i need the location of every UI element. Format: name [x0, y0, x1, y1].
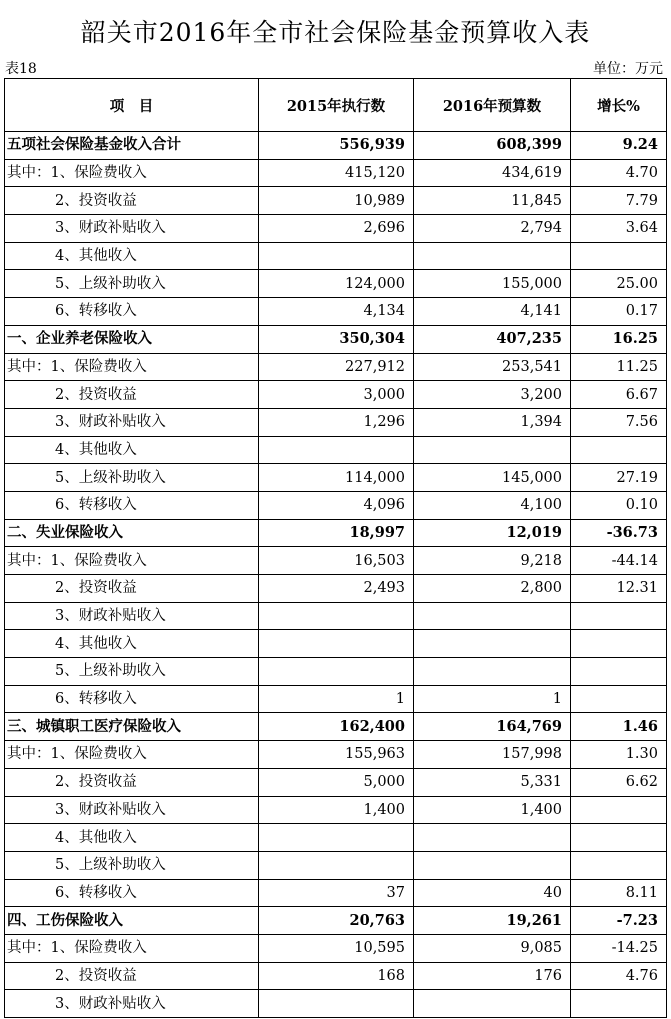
cell-2016-budget: 40 [414, 879, 571, 907]
cell-2015-actual: 114,000 [259, 464, 414, 492]
row-label: 其中：1、保险费收入 [5, 353, 259, 381]
cell-2015-actual: 18,997 [259, 519, 414, 547]
cell-2015-actual: 16,503 [259, 547, 414, 575]
budget-revenue-table [4, 78, 667, 1018]
cell-2016-budget: 1,400 [414, 796, 571, 824]
cell-growth: 4.70 [571, 159, 667, 187]
table-row [5, 215, 667, 243]
cell-2015-actual: 37 [259, 879, 414, 907]
table-row [5, 962, 667, 990]
table-row [5, 325, 667, 353]
table-row [5, 934, 667, 962]
cell-growth: 9.24 [571, 132, 667, 160]
row-label: 2、投资收益 [5, 768, 259, 796]
cell-growth: -36.73 [571, 519, 667, 547]
cell-2016-budget: 608,399 [414, 132, 571, 160]
cell-2016-budget: 3,200 [414, 381, 571, 409]
table-body [5, 132, 667, 1018]
table-row [5, 796, 667, 824]
cell-2015-actual: 1,400 [259, 796, 414, 824]
cell-2016-budget: 164,769 [414, 713, 571, 741]
page-title: 韶关市2016年全市社会保险基金预算收入表 [80, 18, 591, 47]
cell-2015-actual: 2,493 [259, 575, 414, 603]
cell-growth: 0.17 [571, 298, 667, 326]
row-label: 4、其他收入 [5, 436, 259, 464]
cell-2015-actual [259, 242, 414, 270]
cell-2016-budget: 155,000 [414, 270, 571, 298]
cell-growth: 6.62 [571, 768, 667, 796]
cell-2015-actual [259, 630, 414, 658]
cell-2016-budget [414, 990, 571, 1018]
row-label: 6、转移收入 [5, 879, 259, 907]
table-row [5, 436, 667, 464]
row-label: 四、工伤保险收入 [5, 907, 259, 935]
cell-2015-actual: 350,304 [259, 325, 414, 353]
cell-2016-budget: 5,331 [414, 768, 571, 796]
cell-growth [571, 630, 667, 658]
table-row [5, 602, 667, 630]
cell-2015-actual [259, 602, 414, 630]
cell-growth: 12.31 [571, 575, 667, 603]
table-row [5, 187, 667, 215]
table-row [5, 298, 667, 326]
cell-2016-budget [414, 824, 571, 852]
cell-2016-budget [414, 602, 571, 630]
table-row [5, 713, 667, 741]
row-label: 6、转移收入 [5, 298, 259, 326]
cell-growth: 25.00 [571, 270, 667, 298]
row-label: 其中：1、保险费收入 [5, 159, 259, 187]
table-row [5, 270, 667, 298]
cell-2016-budget: 145,000 [414, 464, 571, 492]
cell-2015-actual: 10,595 [259, 934, 414, 962]
row-label: 一、企业养老保险收入 [5, 325, 259, 353]
row-label: 其中：1、保险费收入 [5, 934, 259, 962]
cell-2015-actual: 3,000 [259, 381, 414, 409]
cell-growth [571, 824, 667, 852]
table-row [5, 824, 667, 852]
cell-2015-actual: 415,120 [259, 159, 414, 187]
table-row [5, 990, 667, 1018]
header-2015-actual: 2015年执行数 [259, 79, 414, 132]
cell-growth [571, 796, 667, 824]
row-label: 2、投资收益 [5, 187, 259, 215]
cell-growth: -7.23 [571, 907, 667, 935]
cell-2015-actual [259, 851, 414, 879]
table-row [5, 491, 667, 519]
cell-growth [571, 658, 667, 686]
table-row [5, 879, 667, 907]
cell-2015-actual [259, 990, 414, 1018]
row-label: 5、上级补助收入 [5, 270, 259, 298]
row-label: 3、财政补贴收入 [5, 602, 259, 630]
row-label: 五项社会保险基金收入合计 [5, 132, 259, 160]
cell-2015-actual: 10,989 [259, 187, 414, 215]
cell-2015-actual: 124,000 [259, 270, 414, 298]
cell-2016-budget: 1 [414, 685, 571, 713]
cell-2016-budget [414, 436, 571, 464]
table-row [5, 907, 667, 935]
cell-2016-budget [414, 851, 571, 879]
cell-2015-actual: 155,963 [259, 741, 414, 769]
cell-2015-actual: 556,939 [259, 132, 414, 160]
row-label: 二、失业保险收入 [5, 519, 259, 547]
table-row [5, 768, 667, 796]
cell-growth: 7.79 [571, 187, 667, 215]
unit-label: 单位：万元 [593, 61, 663, 77]
cell-growth: 16.25 [571, 325, 667, 353]
cell-2016-budget: 2,800 [414, 575, 571, 603]
row-label: 2、投资收益 [5, 381, 259, 409]
table-row [5, 851, 667, 879]
cell-2016-budget: 157,998 [414, 741, 571, 769]
cell-2016-budget: 2,794 [414, 215, 571, 243]
cell-2016-budget: 12,019 [414, 519, 571, 547]
row-label: 其中：1、保险费收入 [5, 547, 259, 575]
cell-growth: 6.67 [571, 381, 667, 409]
header-item: 项 目 [5, 79, 259, 132]
cell-growth: -44.14 [571, 547, 667, 575]
table-row [5, 741, 667, 769]
row-label: 3、财政补贴收入 [5, 796, 259, 824]
cell-growth: 7.56 [571, 408, 667, 436]
table-row [5, 658, 667, 686]
cell-2016-budget: 1,394 [414, 408, 571, 436]
row-label: 4、其他收入 [5, 630, 259, 658]
cell-2015-actual: 1 [259, 685, 414, 713]
row-label: 5、上级补助收入 [5, 464, 259, 492]
cell-2016-budget: 9,085 [414, 934, 571, 962]
header-2016-budget: 2016年预算数 [414, 79, 571, 132]
table-header-row [5, 79, 667, 132]
cell-growth: 1.30 [571, 741, 667, 769]
cell-growth [571, 990, 667, 1018]
cell-growth [571, 851, 667, 879]
cell-2015-actual: 4,096 [259, 491, 414, 519]
cell-2016-budget [414, 630, 571, 658]
cell-growth: -14.25 [571, 934, 667, 962]
table-row [5, 519, 667, 547]
cell-2015-actual: 5,000 [259, 768, 414, 796]
cell-2015-actual: 168 [259, 962, 414, 990]
cell-2016-budget: 4,141 [414, 298, 571, 326]
cell-2015-actual: 20,763 [259, 907, 414, 935]
table-row [5, 159, 667, 187]
cell-2015-actual: 4,134 [259, 298, 414, 326]
row-label: 2、投资收益 [5, 575, 259, 603]
cell-2016-budget [414, 658, 571, 686]
table-number: 表18 [5, 61, 37, 77]
row-label: 6、转移收入 [5, 685, 259, 713]
cell-growth: 1.46 [571, 713, 667, 741]
row-label: 4、其他收入 [5, 242, 259, 270]
table-row [5, 630, 667, 658]
table-row [5, 381, 667, 409]
row-label: 其中：1、保险费收入 [5, 741, 259, 769]
row-label: 6、转移收入 [5, 491, 259, 519]
cell-2015-actual: 162,400 [259, 713, 414, 741]
cell-2015-actual: 1,296 [259, 408, 414, 436]
row-label: 5、上级补助收入 [5, 658, 259, 686]
cell-growth: 0.10 [571, 491, 667, 519]
cell-2016-budget: 11,845 [414, 187, 571, 215]
table-row [5, 575, 667, 603]
table-row [5, 408, 667, 436]
row-label: 3、财政补贴收入 [5, 215, 259, 243]
table-row [5, 353, 667, 381]
cell-2016-budget: 176 [414, 962, 571, 990]
table-row [5, 685, 667, 713]
cell-2016-budget [414, 242, 571, 270]
row-label: 三、城镇职工医疗保险收入 [5, 713, 259, 741]
table-row [5, 132, 667, 160]
row-label: 3、财政补贴收入 [5, 408, 259, 436]
row-label: 2、投资收益 [5, 962, 259, 990]
cell-growth: 3.64 [571, 215, 667, 243]
cell-2016-budget: 4,100 [414, 491, 571, 519]
row-label: 4、其他收入 [5, 824, 259, 852]
cell-growth [571, 602, 667, 630]
table-row [5, 242, 667, 270]
row-label: 5、上级补助收入 [5, 851, 259, 879]
cell-2016-budget: 407,235 [414, 325, 571, 353]
cell-2016-budget: 9,218 [414, 547, 571, 575]
row-label: 3、财政补贴收入 [5, 990, 259, 1018]
cell-2016-budget: 434,619 [414, 159, 571, 187]
cell-growth: 4.76 [571, 962, 667, 990]
cell-growth: 8.11 [571, 879, 667, 907]
cell-growth: 11.25 [571, 353, 667, 381]
table-row [5, 547, 667, 575]
cell-2015-actual [259, 658, 414, 686]
cell-2016-budget: 19,261 [414, 907, 571, 935]
cell-2015-actual [259, 824, 414, 852]
cell-growth [571, 685, 667, 713]
cell-growth [571, 242, 667, 270]
cell-2016-budget: 253,541 [414, 353, 571, 381]
cell-2015-actual: 2,696 [259, 215, 414, 243]
cell-growth: 27.19 [571, 464, 667, 492]
cell-2015-actual [259, 436, 414, 464]
cell-2015-actual: 227,912 [259, 353, 414, 381]
header-growth: 增长% [571, 79, 667, 132]
table-row [5, 464, 667, 492]
cell-growth [571, 436, 667, 464]
